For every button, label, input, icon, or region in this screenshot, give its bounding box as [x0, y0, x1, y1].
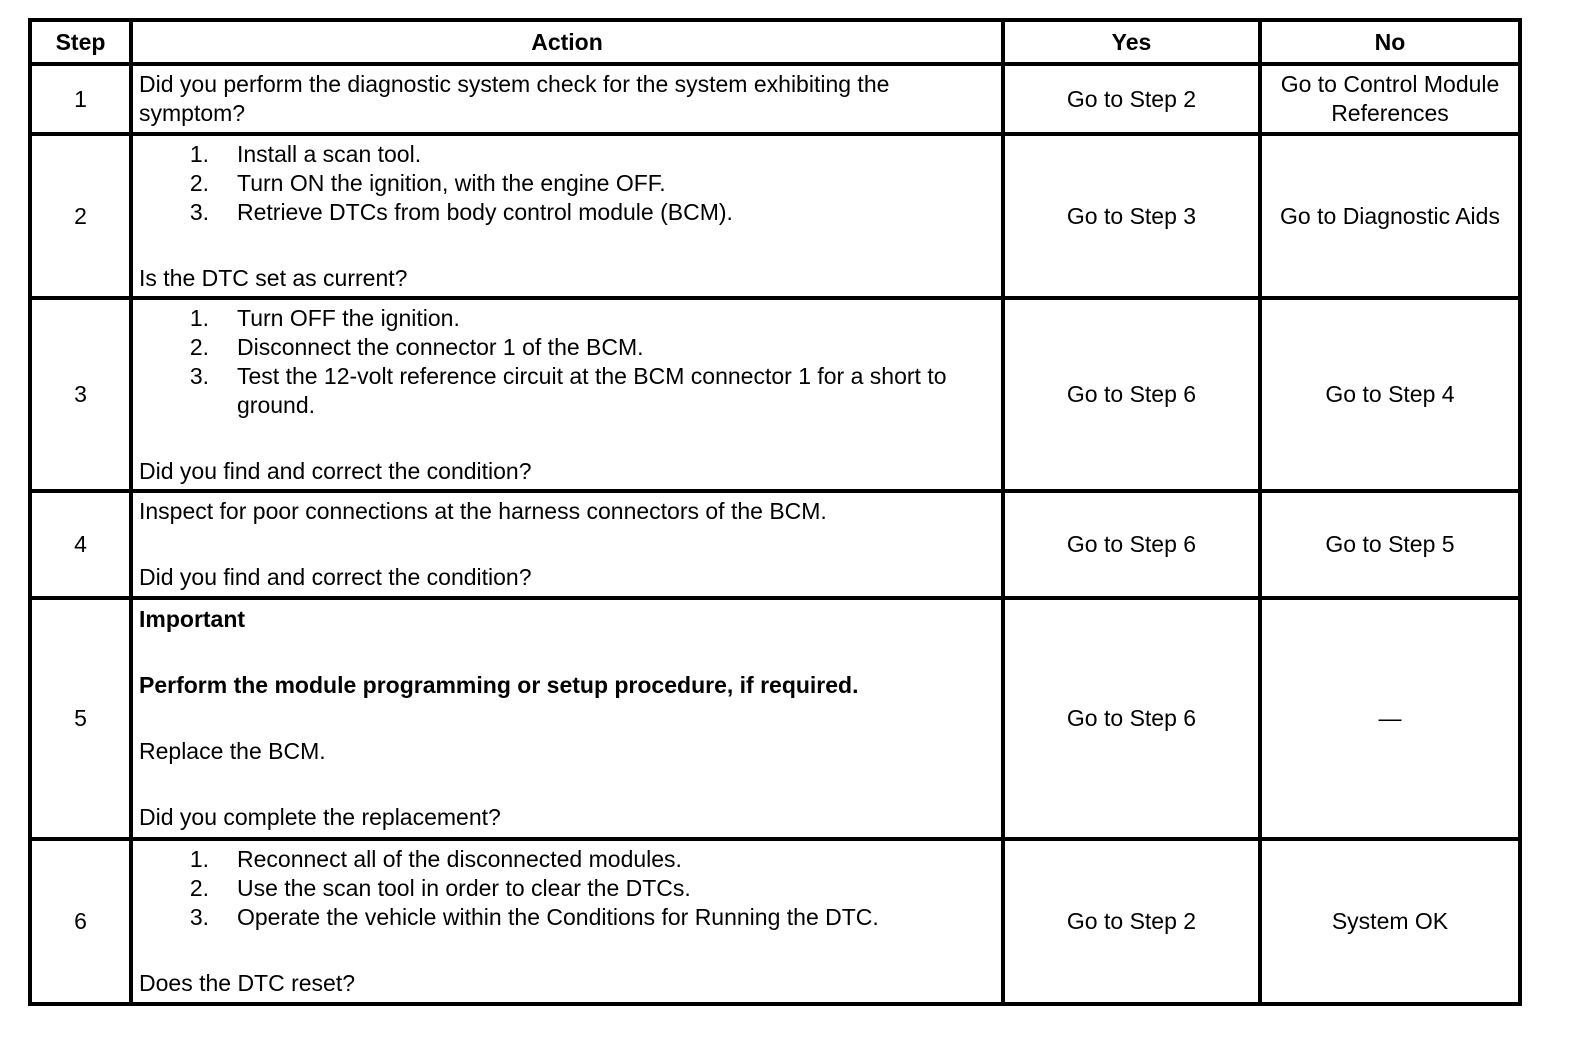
yes-cell: Go to Step 2: [1003, 64, 1260, 134]
action-steps-list: [139, 140, 995, 227]
list-item: 1. Turn OFF the ignition.: [189, 304, 460, 331]
table-row: [30, 134, 1520, 298]
no-cell: System OK: [1260, 839, 1520, 1004]
header-step: Step: [30, 20, 131, 64]
no-cell: Go to Step 4: [1260, 298, 1520, 491]
header-action: Action: [131, 20, 1003, 64]
step-number: 2: [30, 134, 131, 298]
step-number: 1: [30, 64, 131, 134]
list-item: 2. Disconnect the connector 1 of the BCM.: [189, 333, 644, 360]
yes-cell: Go to Step 6: [1003, 298, 1260, 491]
no-cell: —: [1260, 598, 1520, 839]
important-label: Important: [139, 606, 246, 632]
table-row: [30, 491, 1520, 598]
step-number: 5: [30, 598, 131, 839]
step-number: 4: [30, 491, 131, 598]
step-number: 3: [30, 298, 131, 491]
diagnostic-table: [28, 18, 1522, 1006]
action-question: Is the DTC set as current?: [139, 264, 408, 291]
list-item: 2. Turn ON the ignition, with the engine OFF.: [189, 169, 666, 196]
no-cell: Go to Control Module References: [1260, 64, 1520, 134]
header-no: No: [1260, 20, 1520, 64]
table-row: [30, 64, 1520, 134]
step-number: 6: [30, 839, 131, 1004]
list-item: 1. Reconnect all of the disconnected modules.: [189, 846, 682, 872]
list-item: 3. Retrieve DTCs from body control module (BCM).: [189, 198, 733, 225]
yes-cell: Go to Step 2: [1003, 839, 1260, 1004]
action-question: Did you find and correct the condition?: [139, 564, 532, 590]
action-cell: [131, 598, 1003, 839]
yes-cell: Go to Step 3: [1003, 134, 1260, 298]
action-question: Did you find and correct the condition?: [139, 457, 532, 484]
no-cell: Go to Diagnostic Aids: [1260, 134, 1520, 298]
yes-cell: Go to Step 6: [1003, 491, 1260, 598]
important-text: Perform the module programming or setup procedure, if required.: [139, 672, 859, 698]
action-cell: [131, 64, 1003, 134]
table-row: [30, 839, 1520, 1004]
list-item: 2. Use the scan tool in order to clear the DTCs.: [189, 875, 691, 901]
action-question: Did you complete the replacement?: [139, 804, 501, 830]
action-instruction: Inspect for poor connections at the harness connectors of the BCM.: [139, 498, 827, 524]
list-item: 3. Test the 12-volt reference circuit at the BCM connector 1 for a short to ground.: [189, 362, 947, 418]
action-cell: [131, 491, 1003, 598]
action-question: Does the DTC reset?: [139, 970, 356, 996]
action-cell: [131, 298, 1003, 491]
action-steps-list: [139, 845, 995, 932]
action-cell: [131, 134, 1003, 298]
table-row: [30, 598, 1520, 839]
table-row: [30, 298, 1520, 491]
yes-cell: Go to Step 6: [1003, 598, 1260, 839]
action-instruction: Replace the BCM.: [139, 738, 326, 764]
header-row: [30, 20, 1520, 64]
list-item: 3. Operate the vehicle within the Conditions for Running the DTC.: [189, 904, 879, 930]
header-yes: Yes: [1003, 20, 1260, 64]
action-steps-list: [139, 304, 995, 420]
action-cell: [131, 839, 1003, 1004]
list-item: 1. Install a scan tool.: [189, 140, 422, 167]
no-cell: Go to Step 5: [1260, 491, 1520, 598]
action-question: Did you perform the diagnostic system check for the system exhibiting the symptom?: [139, 71, 890, 126]
